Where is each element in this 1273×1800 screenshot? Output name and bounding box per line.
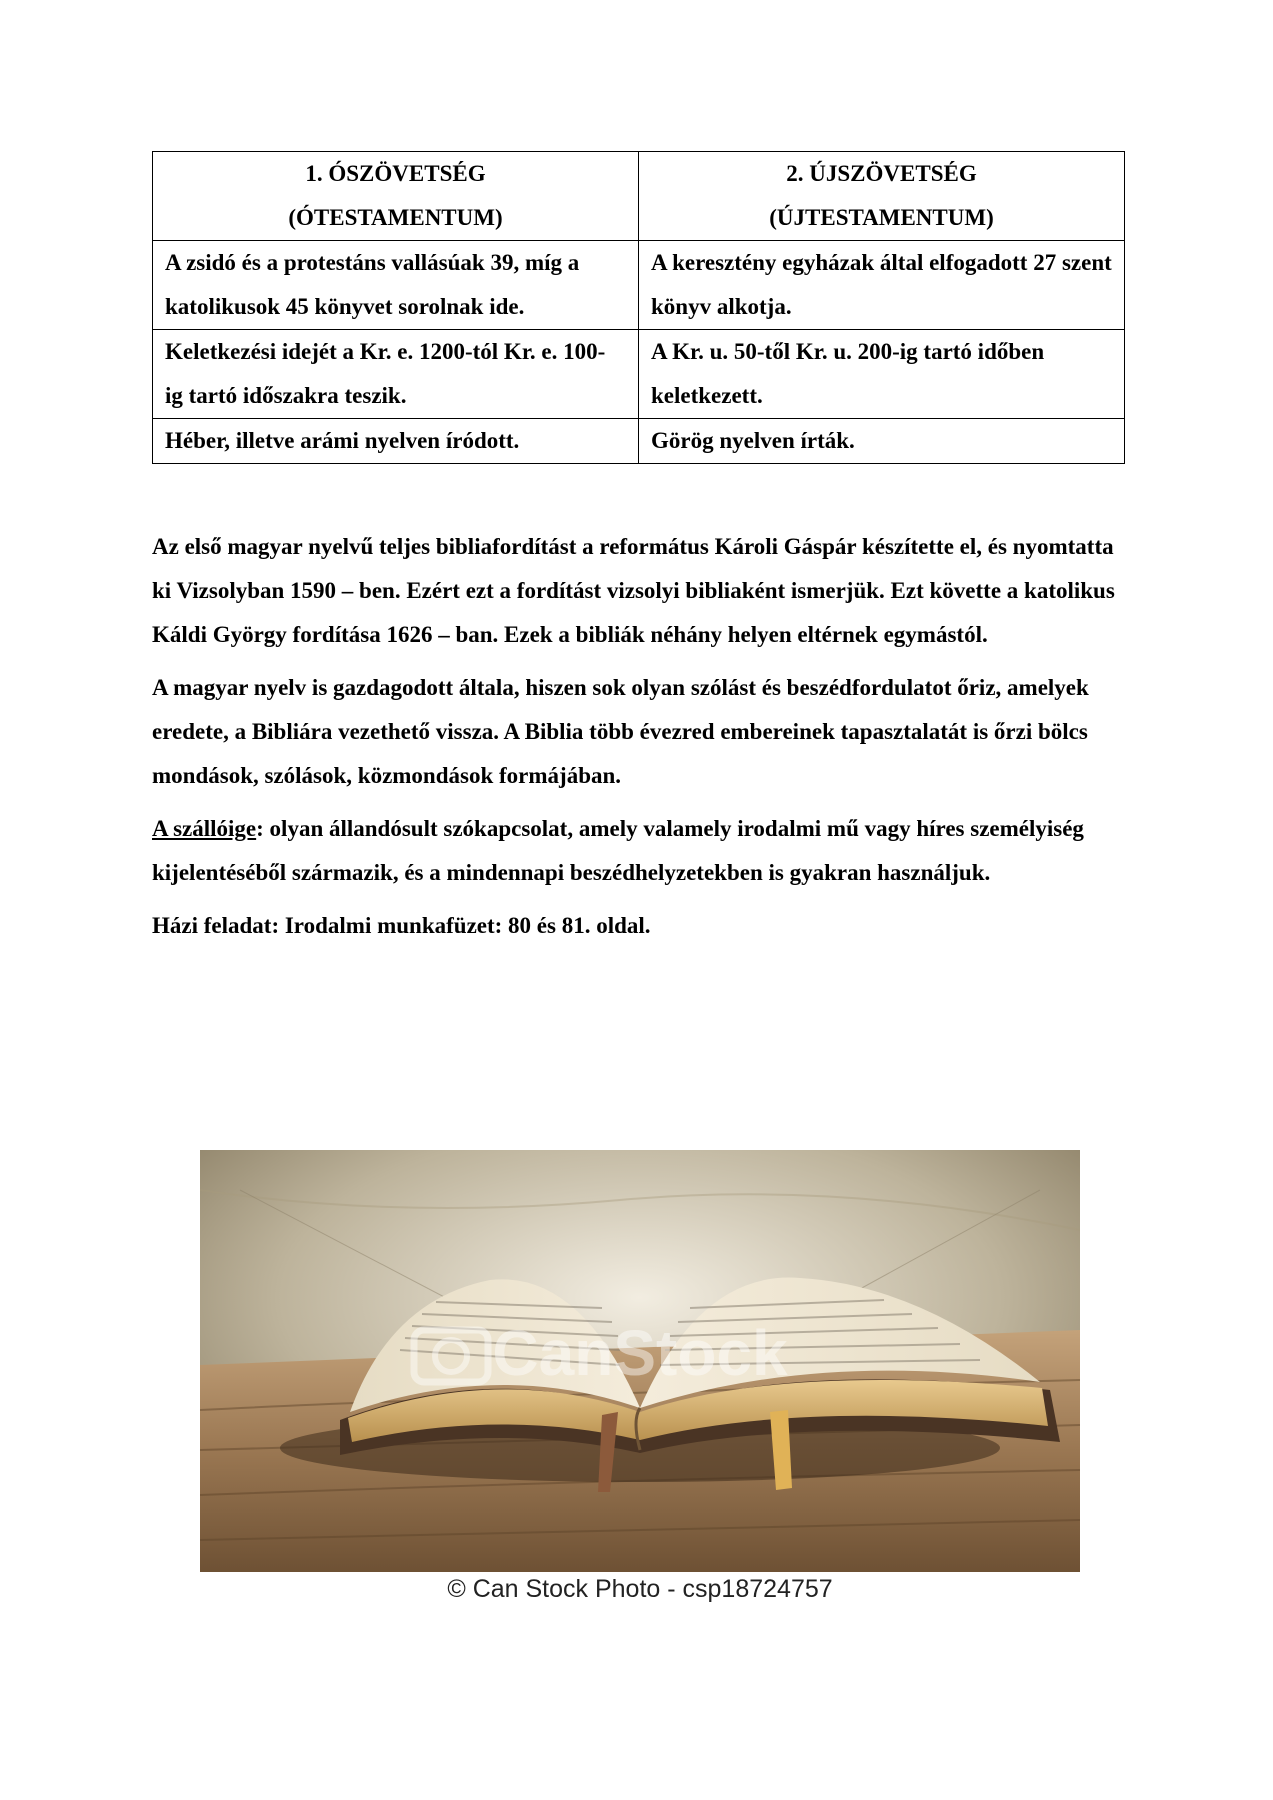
- header-new-testament-title: 2. ÚJSZÖVETSÉG: [786, 161, 977, 186]
- table-cell: Görög nyelven írták.: [639, 419, 1125, 464]
- table-cell: Keletkezési idejét a Kr. e. 1200-tól Kr. e. 100- ig tartó időszakra teszik.: [153, 330, 639, 419]
- body-text: [152, 525, 1137, 957]
- header-new-testament-subtitle: (ÚJTESTAMENTUM): [769, 205, 994, 230]
- table-row: [153, 241, 1125, 330]
- paragraph-language-enrichment: A magyar nyelv is gazdagodott általa, hiszen sok olyan szólást és beszédfordulatot őriz, amelyek eredete, a Bibliára vezethető vissza. A Biblia több évezred embereinek tapasztalatát is őrzi bölcs mondások, szólások, közmondások formájában.: [152, 675, 1089, 788]
- table-cell: Héber, illetve arámi nyelven íródott.: [153, 419, 639, 464]
- paragraph-bible-translations: Az első magyar nyelvű teljes bibliafordítást a református Károli Gáspár készítette el, és nyomtatta ki Vizsolyban 1590 – ben. Ezért ezt a fordítást vizsolyi bibliaként ismerjük. Ezt követte a katolikus Káldi György fordítása 1626 – ban. Ezek a bibliák néhány helyen eltérnek egymástól.: [152, 534, 1115, 647]
- watermark-text: CanStock: [492, 1317, 788, 1389]
- paragraph-homework: Házi feladat: Irodalmi munkafüzet: 80 és 81. oldal.: [152, 913, 651, 938]
- table-row: [153, 330, 1125, 419]
- photo-credit: © Can Stock Photo - csp18724757: [447, 1575, 833, 1603]
- definition-text: : olyan állandósult szókapcsolat, amely valamely irodalmi mű vagy híres személyiség kijelentéséből származik, és a mindennapi beszédhelyzetekben is gyakran használjuk.: [152, 816, 1084, 885]
- definition-term: A szállóige: [152, 816, 257, 841]
- table-cell: A zsidó és a protestáns vallásúak 39, míg a katolikusok 45 könyvet sorolnak ide.: [153, 241, 639, 330]
- paragraph-definition: [152, 807, 1137, 895]
- header-old-testament-title: 1. ÓSZÖVETSÉG: [305, 161, 486, 186]
- open-bible-illustration: [200, 1150, 1080, 1572]
- table-row: [153, 419, 1125, 464]
- header-old-testament: [153, 152, 639, 241]
- open-bible-photo: [200, 1150, 1080, 1572]
- table-cell: A keresztény egyházak által elfogadott 27 szent könyv alkotja.: [639, 241, 1125, 330]
- header-old-testament-subtitle: (ÓTESTAMENTUM): [288, 205, 503, 230]
- testament-comparison-table: [152, 151, 1125, 464]
- table-cell: A Kr. u. 50-től Kr. u. 200-ig tartó időben keletkezett.: [639, 330, 1125, 419]
- table-header-row: [153, 152, 1125, 241]
- header-new-testament: [639, 152, 1125, 241]
